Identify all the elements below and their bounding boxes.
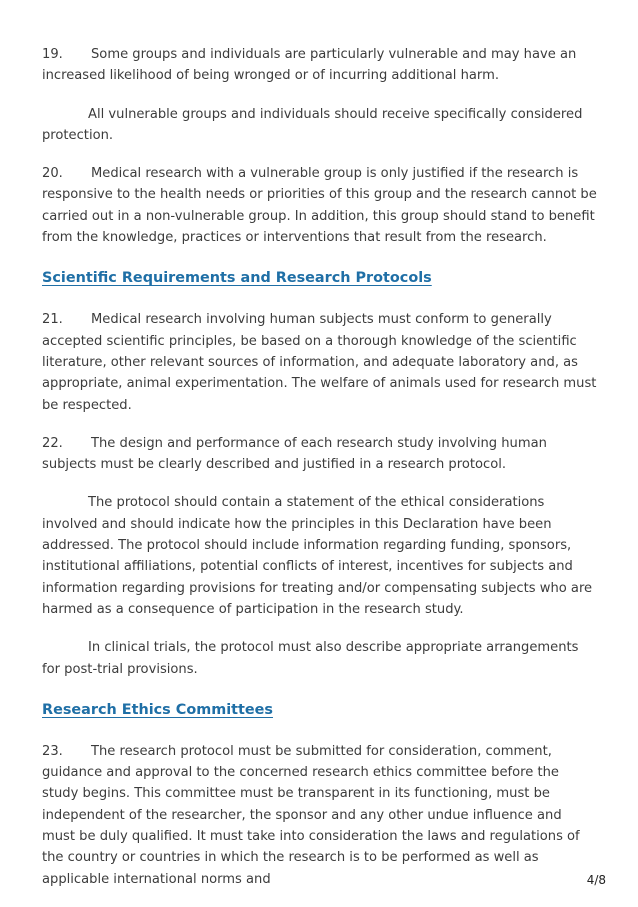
paragraph-22	[42, 433, 598, 476]
paragraph-21	[42, 309, 598, 415]
paragraph-text: The design and performance of each research study involving human subjects must be clearly described and justified in a research protocol.	[42, 435, 547, 473]
paragraph-text: Medical research with a vulnerable group is only justified if the research is responsive to the health needs or priorities of this group and the research cannot be carried out in a non-vulnerable group. In addition, this group should stand to benefit from the knowledge, practices or interventions that result from the research.	[42, 166, 597, 246]
section-heading-wrapper	[42, 265, 598, 309]
paragraph-number: 22.	[42, 435, 63, 451]
paragraph-19	[42, 44, 598, 87]
section-heading-scientific-requirements[interactable]: Scientific Requirements and Research Protocols	[42, 270, 432, 287]
page-number: 4/8	[586, 873, 606, 887]
section-heading-research-ethics-committees[interactable]: Research Ethics Committees	[42, 701, 273, 718]
paragraph-22-continued: The protocol should contain a statement of the ethical considerations involved and should indicate how the principles in this Declaration have been addressed. The protocol should include information regarding funding, sponsors, institutional affiliations, potential conflicts of interest, incentives for subjects and information regarding provisions for treating and/or compensating subjects who are harmed as a consequence of participation in the research study.	[42, 495, 593, 617]
paragraph-number: 21.	[42, 312, 63, 328]
paragraph-22-clinical-trials: In clinical trials, the protocol must also describe appropriate arrangements for post-trial provisions.	[42, 640, 579, 677]
paragraph-number: 20.	[42, 166, 63, 182]
paragraph-text: Some groups and individuals are particularly vulnerable and may have an increased likelihood of being wronged or of incurring additional harm.	[42, 47, 577, 84]
paragraph-20	[42, 163, 598, 248]
paragraph-number: 23.	[42, 743, 63, 759]
paragraph-23	[42, 741, 598, 890]
paragraph-number: 19.	[42, 47, 63, 62]
section-heading-wrapper	[42, 697, 598, 741]
paragraph-19-continued: All vulnerable groups and individuals should receive specifically considered protection.	[42, 106, 583, 143]
paragraph-text: The research protocol must be submitted for consideration, comment, guidance and approval to the concerned research ethics committee before the study begins. This committee must be transparent in its functioning, must be independent of the researcher, the sponsor and any other undue influence and must be duly qualified. It must take into consideration the laws and regulations of the country or countries in which the research is to be performed as well as applicable international norms and	[42, 743, 580, 887]
paragraph-text: Medical research involving human subjects must conform to generally accepted scientific principles, be based on a thorough knowledge of the scientific literature, other relevant sources of information, and adequate laboratory and, as appropriate, animal experimentation. The welfare of animals used for research must be respected.	[42, 312, 597, 413]
document-page	[42, 44, 598, 907]
